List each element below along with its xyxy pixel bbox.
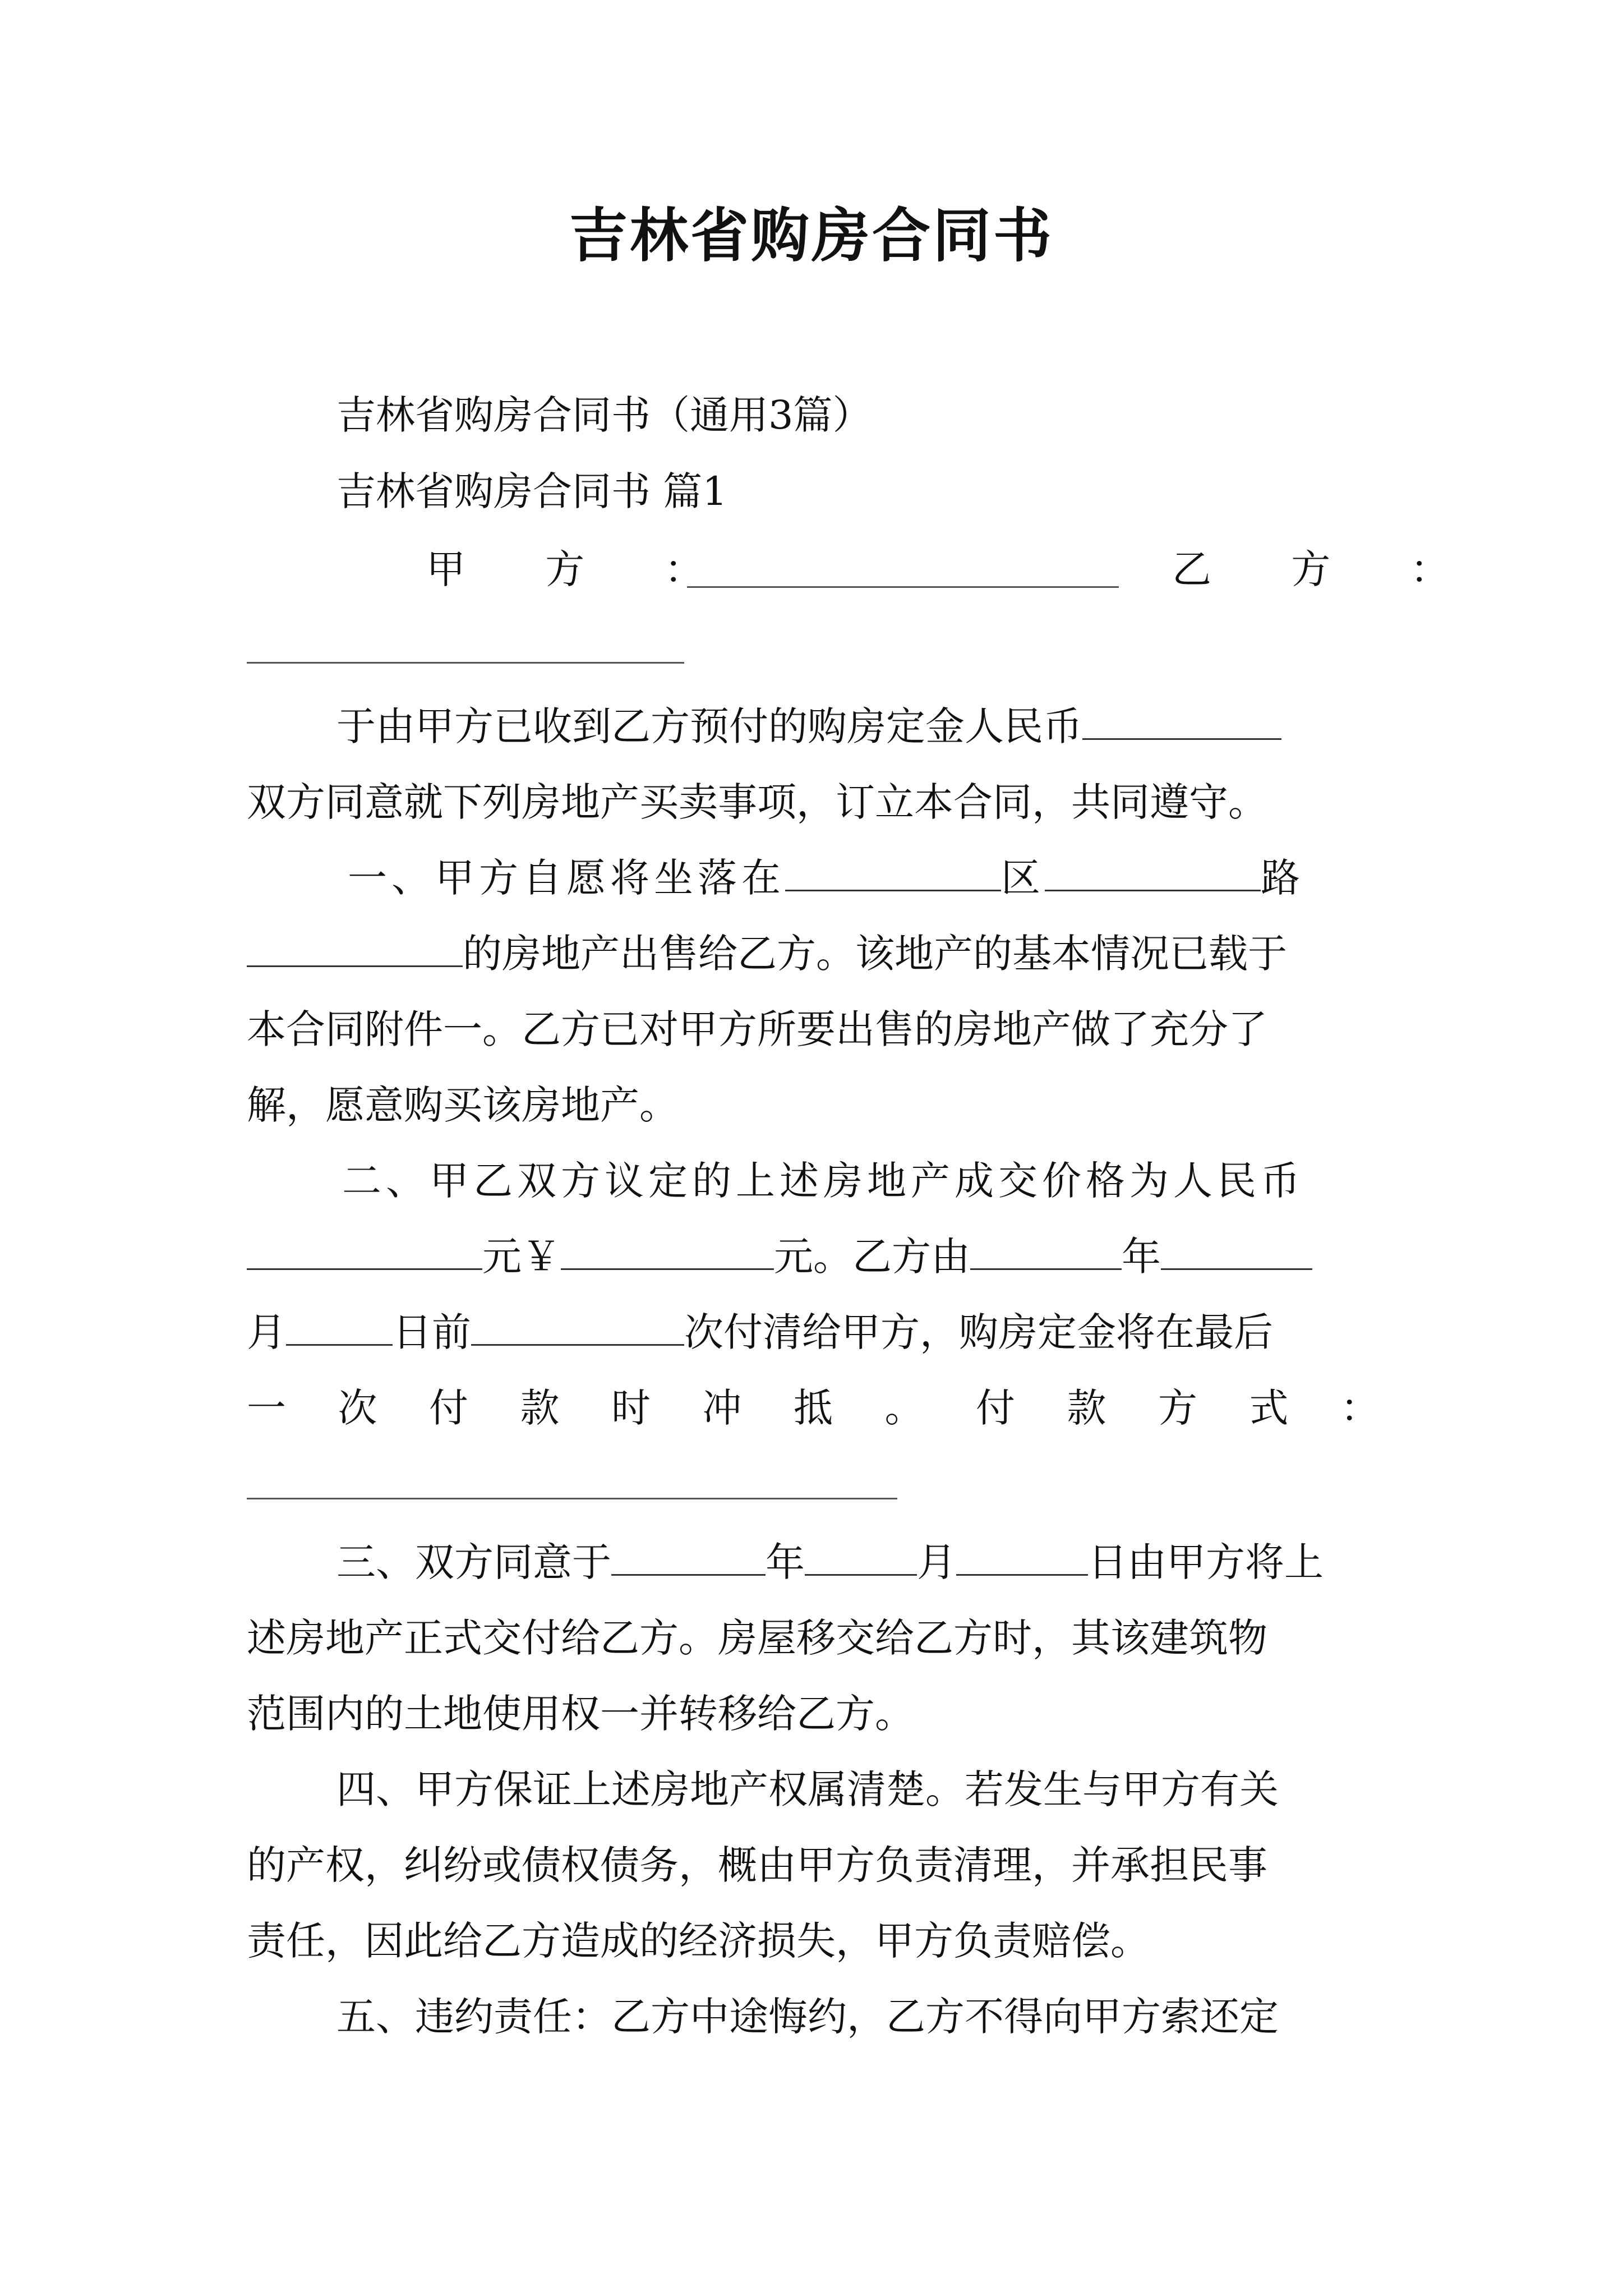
clause-5-line-1: 五、违约责任：乙方中途悔约，乙方不得向甲方索还定 [336,1994,1279,2040]
clause-2-text-e: 月 [247,1309,286,1355]
spaced-char: 方 [1158,1385,1197,1431]
spaced-char: 款 [1067,1385,1106,1431]
month-blank [1161,1229,1312,1270]
document-title: 吉林省购房合同书 [569,201,1054,270]
clause-3-text-b: 年 [766,1539,805,1585]
spaced-char: 时 [611,1385,651,1431]
clause-2-text-c: 元。乙方由 [774,1234,970,1280]
clause-3-text-a: 三、双方同意于 [336,1539,611,1585]
party-b-label: 乙 方 ： [1172,546,1483,592]
spaced-char: 冲 [702,1385,742,1431]
clause-3-line-3: 范围内的土地使用权一并转移给乙方。 [247,1691,914,1737]
payment-method-blank [247,1498,897,1499]
spaced-char: 抵 [794,1385,833,1431]
clause-3-line-1 [336,1534,1469,1590]
party-a-blank [687,586,1119,588]
installments-blank [471,1305,684,1346]
clause-4-line-2: 的产权，纠纷或债权债务，概由甲方负责清理，并承担民事 [247,1842,1267,1888]
day-blank [286,1305,393,1346]
intro-line-2: 双方同意就下列房地产买卖事项，订立本合同，共同遵守。 [247,779,1267,825]
clause-1-text-c: 路 [1261,855,1304,901]
spaced-char: ： [1340,1385,1380,1431]
section-heading: 吉林省购房合同书 篇1 [336,468,727,514]
party-b-blank [247,662,684,664]
location-blank [785,850,1001,891]
deposit-blank [1082,699,1281,740]
year-blank [970,1229,1122,1270]
clause-2-line-1: 二、甲乙双方议定的上述房地产成交价格为人民币 [342,1158,1304,1204]
clause-1-text-b: 区 [1001,855,1045,901]
clause-2-text-g: 次付清给甲方，购房定金将在最后 [684,1309,1273,1355]
spaced-char: 式 [1249,1385,1289,1431]
clause-3-text-c: 月 [917,1539,956,1585]
clause-3-text-d: 日由甲方将上 [1088,1539,1324,1585]
clause-1-text-d: 的房地产出售给乙方。该地产的基本情况已载于 [463,931,1287,977]
clause-2-text-f: 日前 [393,1309,471,1355]
clause-2-line-2 [247,1228,1380,1285]
district-blank [1045,850,1261,891]
spaced-char: 付 [429,1385,468,1431]
intro-text-1: 于由甲方已收到乙方预付的购房定金人民币 [336,703,1082,749]
spaced-char: 一 [247,1385,286,1431]
party-a-label: 甲 方 ： [426,546,737,592]
clause-1-line-1 [348,850,1481,906]
price-words-blank [247,1229,482,1270]
spaced-char: 付 [976,1385,1015,1431]
clause-4-line-3: 责任，因此给乙方造成的经济损失，甲方负责赔偿。 [247,1918,1150,1964]
clause-1-line-2 [247,926,1380,982]
clause-1-line-4: 解，愿意购买该房地产。 [247,1082,679,1128]
spaced-char: 次 [338,1385,377,1431]
clause-4-line-1: 四、甲方保证上述房地产权属清楚。若发生与甲方有关 [336,1766,1279,1812]
clause-1-text-a: 一、甲方自愿将坐落在 [348,855,785,901]
spaced-char: 。 [884,1385,924,1431]
road-blank [247,926,463,967]
clause-3-line-2: 述房地产正式交付给乙方。房屋移交给乙方时，其该建筑物 [247,1615,1267,1661]
clause-2-line-4 [247,1380,1380,1436]
spaced-char: 款 [520,1385,560,1431]
subtitle: 吉林省购房合同书（通用3篇） [336,392,872,438]
clause-2-text-b: 元￥ [482,1234,561,1280]
handover-year-blank [611,1535,766,1576]
intro-line-1 [336,698,1469,754]
handover-day-blank [956,1535,1088,1576]
clause-2-line-3 [247,1304,1380,1360]
clause-1-line-3: 本合同附件一。乙方已对甲方所要出售的房地产做了充分了 [247,1006,1267,1052]
clause-2-text-d: 年 [1122,1234,1161,1280]
handover-month-blank [805,1535,917,1576]
price-number-blank [561,1229,774,1270]
